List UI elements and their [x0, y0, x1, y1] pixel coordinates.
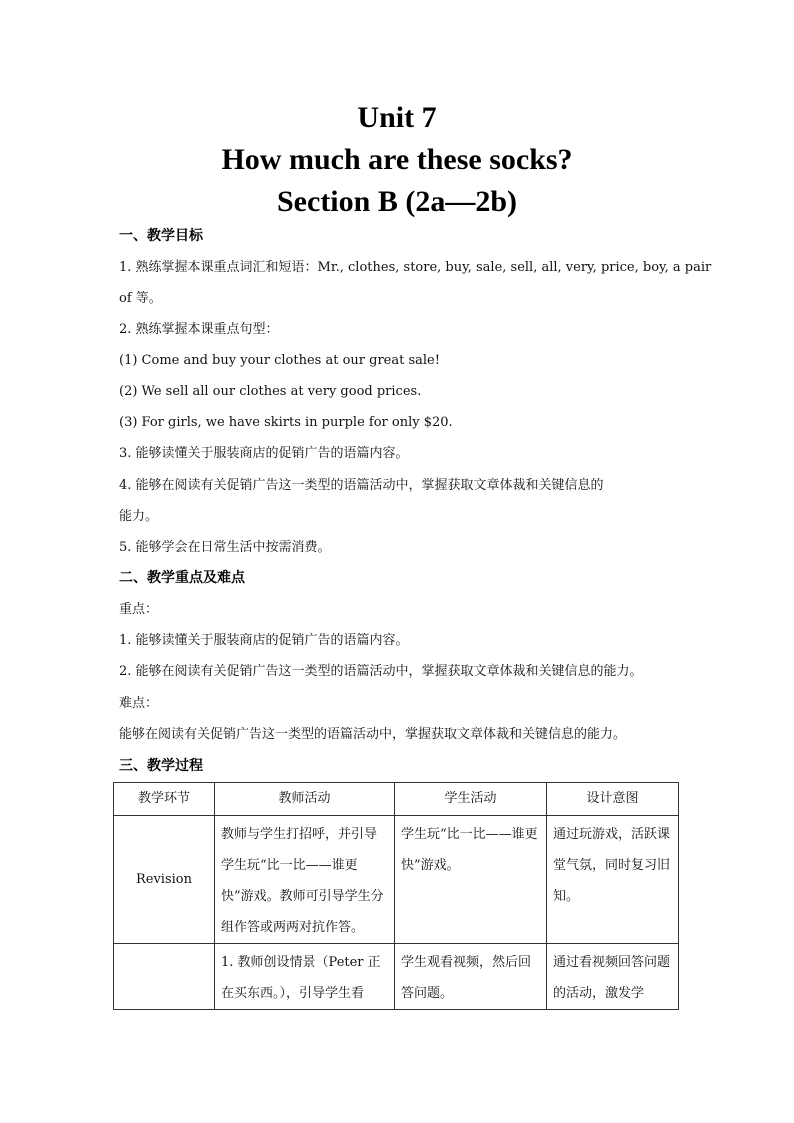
column-header: 设计意图: [547, 783, 679, 816]
key-label: 重点：: [119, 602, 159, 617]
student-activity-text: 学生观看视频，然后回答问题。: [401, 955, 532, 1001]
objective-line: 能力。: [119, 509, 159, 524]
process-heading: 三、教学过程: [119, 758, 203, 774]
design-intent-text: 通过玩游戏，活跃课堂气氛，同时复习旧知。: [553, 827, 671, 904]
teaching-process-table: [113, 782, 679, 1010]
table-row: [114, 816, 679, 944]
column-header: 学生活动: [395, 783, 547, 816]
lesson-title: How much are these socks?: [221, 143, 573, 176]
student-activity-text: 学生玩“比一比——谁更快”游戏。: [401, 827, 538, 873]
objective-line: 3. 能够读懂关于服装商店的促销广告的语篇内容。: [119, 446, 409, 461]
difficult-point-line: 能够在阅读有关促销广告这一类型的语篇活动中，掌握获取文章体裁和关键信息的能力。: [119, 727, 627, 742]
key-point-line: 2. 能够在阅读有关促销广告这一类型的语篇活动中，掌握获取文章体裁和关键信息的能力。: [119, 664, 643, 679]
unit-title: Unit 7: [357, 101, 437, 134]
teacher-activity-cell: [215, 944, 395, 1010]
table-row: [114, 944, 679, 1010]
stage-cell: [114, 944, 215, 1010]
stage-cell: Revision: [114, 816, 215, 944]
teacher-activity-cell: [215, 816, 395, 944]
objective-line: of 等。: [119, 291, 162, 306]
design-intent-cell: [547, 816, 679, 944]
key-points-heading: 二、教学重点及难点: [119, 570, 245, 586]
section-title: Section B (2a—2b): [277, 185, 517, 218]
difficult-label: 难点：: [119, 696, 159, 711]
objective-line: 1. 熟练掌握本课重点词汇和短语：Mr., clothes, store, buy, sale, sell, all, very, price, boy, a pair: [119, 260, 712, 275]
column-header: 教师活动: [215, 783, 395, 816]
objective-line: (2) We sell all our clothes at very good prices.: [119, 384, 422, 399]
key-point-line: 1. 能够读懂关于服装商店的促销广告的语篇内容。: [119, 633, 409, 648]
teacher-activity-text: 1. 教师创设情景（Peter 正在买东西。），引导学生看: [221, 955, 381, 1001]
design-intent-text: 通过看视频回答问题的活动，激发学: [553, 955, 671, 1001]
objective-line: 5. 能够学会在日常生活中按需消费。: [119, 540, 331, 555]
student-activity-cell: [395, 816, 547, 944]
design-intent-cell: [547, 944, 679, 1010]
objective-line: 2. 熟练掌握本课重点句型：: [119, 322, 279, 337]
table-header-row: [114, 783, 679, 816]
column-header: 教学环节: [114, 783, 215, 816]
student-activity-cell: [395, 944, 547, 1010]
objective-line: (1) Come and buy your clothes at our great sale!: [119, 353, 440, 368]
objective-line: (3) For girls, we have skirts in purple for only $20.: [119, 415, 453, 430]
objective-line: 4. 能够在阅读有关促销广告这一类型的语篇活动中，掌握获取文章体裁和关键信息的: [119, 478, 604, 493]
teacher-activity-text: 教师与学生打招呼，并引导学生玩“比一比——谁更快”游戏。教师可引导学生分组作答或两两对抗作答。: [221, 827, 384, 935]
objectives-heading: 一、教学目标: [119, 228, 203, 244]
